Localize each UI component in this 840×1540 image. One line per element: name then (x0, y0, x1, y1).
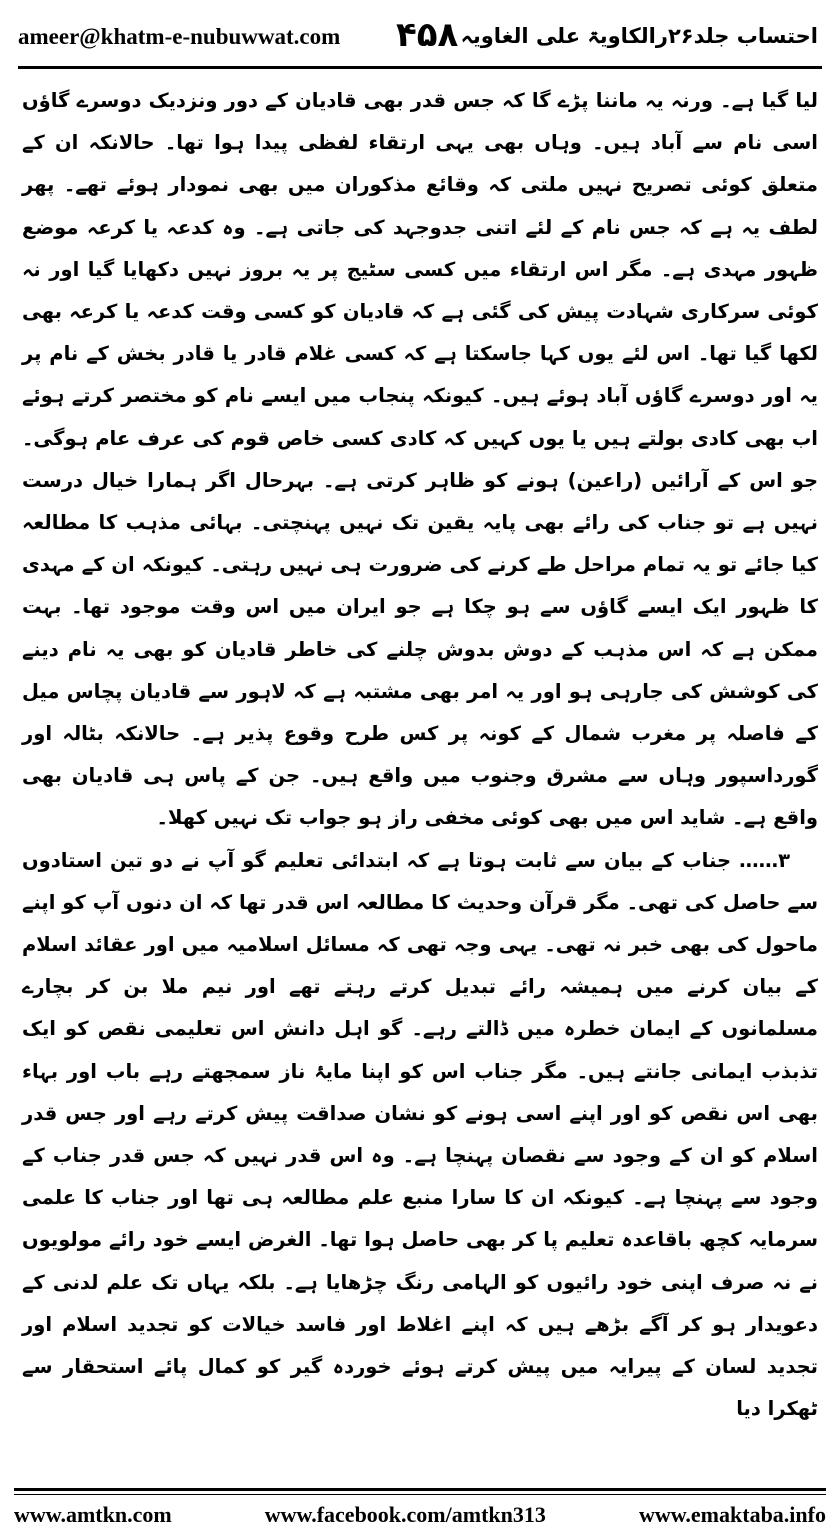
page-footer (14, 1502, 826, 1528)
footer-rule-thin (14, 1494, 826, 1495)
page-header (18, 12, 822, 62)
running-title: احتساب جلد۲۶رالکاویۃ علی الغاویہ (460, 24, 818, 48)
paragraph-2: ۳…… جناب کے بیان سے ثابت ہوتا ہے کہ ابتدائی تعلیم گو آپ نے دو تین استادوں سے حاصل کی تھی۔ مگر قرآن وحدیث کا مطالعہ اس قدر تھا کہ ان دنوں آپ کو اپنے ماحول کی بھی خبر نہ تھی۔ یہی وجہ تھی کہ مسائل اسلامیہ میں اور عقائد اسلام کے بیان کرنے میں ہمیشہ رائے تبدیل کرتے رہتے تھے اور نیم ملا بن کر بچارے مسلمانوں کے ایمان خطرہ میں ڈالتے رہے۔ گو اہل دانش اس تعلیمی نقص کو ایک تذبذب ایمانی جانتے ہیں۔ مگر جناب اس کو اپنا مایۂ ناز سمجھتے رہے باب اور بہاء بھی اس نقص کو اور اپنے اسی ہونے کو نشان صداقت پیش کرتے رہے اور جس قدر اسلام کو ان کے وجود سے نقصان پہنچا ہے۔ وہ اس قدر نہیں کہ جس قدر جناب کے وجود سے پہنچا ہے۔ کیونکہ ان کا سارا منبع علم مطالعہ ہی تھا اور جناب کا علمی سرمایہ کچھ باقاعدہ تعلیم پا کر بھی حاصل ہوا تھا۔ الغرض ایسے خود رائے مولویوں نے نہ صرف اپنی خود رائیوں کو الہامی رنگ چڑھایا ہے۔ بلکہ یہاں تک علم لدنی کے دعویدار ہو کر آگے بڑھے ہیں کہ اپنے اغلاط اور فاسد خیالات کو تجدید اسلام اور تجدید لسان کے پیرایہ میں پیش کرتے ہوئے خوردہ گیر کو کمال پائے استحقار سے ٹھکرا دیا (22, 848, 818, 1421)
page-number: ۴۵۸ (396, 15, 459, 55)
footer-rule-thick (14, 1488, 826, 1491)
header-email: ameer@khatm-e-nubuwwat.com (18, 24, 341, 49)
header-rule (18, 66, 822, 69)
body-text (22, 80, 818, 1431)
footer-link-amtkn[interactable]: www.amtkn.com (14, 1502, 172, 1527)
footer-link-emaktaba[interactable]: www.emaktaba.info (638, 1502, 826, 1527)
paragraph-1: لیا گیا ہے۔ ورنہ یہ ماننا پڑے گا کہ جس قدر بھی قادیان کے دور ونزدیک دوسرے گاؤں اسی نام سے آباد ہیں۔ وہاں بھی یہی ارتقاء لفظی پیدا ہوا تھا۔ حالانکہ ان کے متعلق کوئی تصریح نہیں ملتی کہ وقائع مذکوران میں بھی نمودار ہوئے تھے۔ پھر لطف یہ ہے کہ جس نام کے لئے اتنی جدوجہد کی جاتی ہے۔ وہ کدعہ یا کرعہ موضع ظہور مہدی ہے۔ مگر اس ارتقاء میں کسی سٹیج پر یہ بروز نہیں دکھایا گیا اور نہ کوئی سرکاری شہادت پیش کی گئی ہے کہ قادیان کو کسی وقت کدعہ یا کرعہ بھی لکھا گیا تھا۔ اس لئے یوں کہا جاسکتا ہے کہ کسی غلام قادر یا قادر بخش کے نام پر یہ اور دوسرے گاؤں آباد ہوئے ہیں۔ کیونکہ پنجاب میں ایسے نام کو مختصر کرتے ہوئے اب بھی کادی بولتے ہیں یا یوں کہیں کہ کادی کسی خاص قوم کی عرف عام ہوگی۔ جو اس کے آرائیں (راعین) ہونے کو ظاہر کرتی ہے۔ بہرحال اگر ہمارا خیال درست نہیں ہے تو جناب کی رائے بھی پایہ یقین تک نہیں پہنچتی۔ بہائی مذہب کا مطالعہ کیا جائے تو یہ تمام مراحل طے کرنے کی ضرورت ہی نہیں رہتی۔ کیونکہ ان کے مہدی کا ظہور ایک ایسے گاؤں سے ہو چکا ہے جو ایران میں اس وقت موجود تھا۔ بہت ممکن ہے کہ اس مذہب کے دوش بدوش چلنے کی خاطر قادیان کو بھی یہ نام دینے کی کوشش کی جارہی ہو اور یہ امر بھی مشتبہ ہے کہ لاہور سے قادیان پچاس میل کے فاصلہ پر مغرب شمال کے کونہ پر کس طرح وقوع پذیر ہے۔ حالانکہ بٹالہ اور گورداسپور وہاں سے مشرق وجنوب میں واقع ہیں۔ جن کے پاس ہی قادیان بھی واقع ہے۔ شاید اس میں بھی کوئی مخفی راز ہو جواب تک نہیں کھلا۔ (22, 89, 818, 830)
footer-link-facebook[interactable]: www.facebook.com/amtkn313 (264, 1502, 546, 1527)
